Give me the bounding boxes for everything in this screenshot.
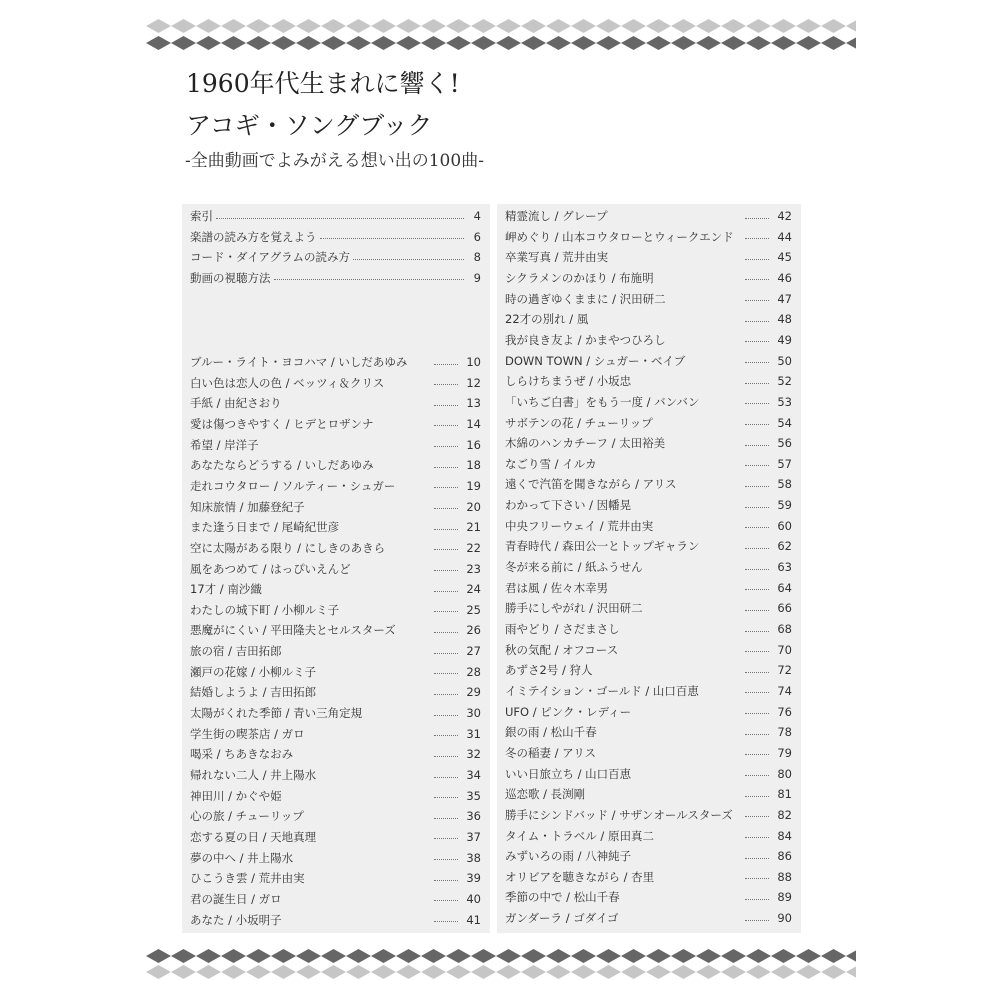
toc-entry-page: 88 (777, 869, 792, 884)
toc-entry-title: 精霊流し / グレープ (505, 209, 608, 223)
toc-entry-title: いい日旅立ち / 山口百恵 (505, 766, 632, 781)
toc-entry[interactable] (190, 373, 481, 393)
toc-entry[interactable] (190, 620, 481, 640)
toc-entry-title: 動画の視聴方法 (190, 270, 271, 285)
toc-entry[interactable] (505, 454, 792, 474)
toc-entry-title: 心の旅 / チューリップ (190, 809, 304, 824)
toc-entry[interactable] (190, 724, 481, 744)
toc-entry[interactable] (505, 557, 792, 577)
toc-entry-page: 57 (777, 456, 792, 471)
dot-leader (745, 321, 769, 322)
page-title-line2: アコギ・ソングブック (186, 111, 433, 140)
dot-leader (745, 527, 769, 528)
dot-leader (434, 921, 458, 922)
toc-entry-page: 13 (466, 396, 481, 411)
toc-entry-page: 4 (473, 209, 481, 223)
page-subtitle: -全曲動画でよみがえる想い出の100曲- (185, 151, 484, 171)
toc-entry-title: 白い色は恋人の色 / ベッツィ＆クリス (190, 375, 385, 390)
dot-leader (434, 467, 458, 468)
dot-leader (434, 570, 458, 571)
toc-entry-title: 巡恋歌 / 長渕剛 (505, 787, 586, 802)
toc-entry[interactable] (190, 868, 481, 888)
toc-entry-title: 中央フリーウェイ / 荒井由実 (505, 518, 654, 533)
toc-entry-title: あなた / 小坂明子 (190, 912, 282, 927)
toc-entry[interactable] (505, 495, 792, 515)
toc-entry-title: 神田川 / かぐや姫 (190, 788, 282, 803)
toc-entry[interactable] (190, 910, 481, 930)
toc-entry[interactable] (505, 826, 792, 846)
toc-entry-page: 30 (466, 706, 481, 721)
dot-leader (745, 362, 769, 363)
toc-entry[interactable] (505, 681, 792, 701)
toc-entry-page: 28 (466, 664, 481, 679)
dot-leader (745, 734, 769, 735)
dot-leader (434, 673, 458, 674)
toc-entry[interactable] (190, 848, 481, 868)
toc-entry-title: DOWN TOWN / シュガー・ベイブ (505, 353, 686, 368)
toc-entry[interactable] (505, 598, 792, 618)
toc-entry[interactable] (190, 559, 481, 579)
dot-leader (353, 259, 464, 260)
toc-entry-page: 45 (777, 250, 792, 265)
toc-entry-title: みずいろの雨 / 八神純子 (505, 849, 632, 864)
dot-leader (434, 653, 458, 654)
toc-entry-page: 80 (777, 766, 792, 781)
dot-leader (434, 529, 458, 530)
toc-entry-title: 瀬戸の花嫁 / 小柳ルミ子 (190, 664, 317, 679)
toc-entry-title: また逢う日まで / 尾崎紀世彦 (190, 520, 340, 535)
dot-leader (745, 878, 769, 879)
toc-entry[interactable] (505, 702, 792, 722)
toc-entry-title: サボテンの花 / チューリップ (505, 415, 653, 430)
toc-entry-page: 9 (473, 270, 481, 285)
toc-entry-page: 12 (466, 375, 481, 390)
toc-entry-title: 季節の中で / 松山千春 (505, 890, 620, 905)
toc-entry[interactable] (505, 867, 792, 887)
dot-leader (745, 899, 769, 900)
toc-entry-page: 8 (473, 250, 481, 265)
dot-leader (745, 589, 769, 590)
toc-entry[interactable] (505, 227, 792, 247)
toc-entry-title: 旅の宿 / 吉田拓郎 (190, 644, 282, 659)
toc-entry[interactable] (190, 247, 481, 267)
toc-entry-title: 時の過ぎゆくままに / 沢田研二 (505, 291, 666, 306)
dot-leader (745, 610, 769, 611)
toc-entry-title: 勝手にシンドバッド / サザンオールスターズ (505, 807, 733, 822)
toc-entry-page: 58 (777, 477, 792, 492)
dot-leader (745, 672, 769, 673)
toc-entry[interactable] (190, 786, 481, 806)
toc-entry-title: 悪魔がにくい / 平田隆夫とセルスターズ (190, 623, 396, 638)
dot-leader (745, 858, 769, 859)
toc-entry-page: 37 (466, 829, 481, 844)
dot-leader (745, 403, 769, 404)
toc-entry-title: 17才 / 南沙織 (190, 582, 262, 597)
toc-entry-page: 60 (777, 518, 792, 533)
toc-entry[interactable] (505, 330, 792, 350)
toc-entry[interactable] (505, 660, 792, 680)
toc-entry[interactable] (190, 352, 481, 372)
toc-entry[interactable] (190, 765, 481, 785)
toc-entry[interactable] (505, 206, 792, 226)
toc-entry-title: 空に太陽がある限り / にしきのあきら (190, 540, 386, 555)
toc-entry-page: 56 (777, 436, 792, 451)
toc-entry[interactable] (190, 227, 481, 247)
dot-leader (434, 549, 458, 550)
toc-entry[interactable] (190, 579, 481, 599)
toc-entry-page: 22 (466, 540, 481, 555)
toc-entry-title: シクラメンのかほり / 布施明 (505, 270, 654, 285)
page-title-line1: 1960年代生まれに響く! (186, 69, 460, 98)
toc-entry-title: 秋の気配 / オフコース (505, 642, 619, 657)
toc-entry-page: 40 (466, 891, 481, 906)
toc-entry[interactable] (190, 703, 481, 723)
toc-entry[interactable] (190, 476, 481, 496)
toc-entry-page: 6 (473, 229, 481, 244)
dot-leader (745, 465, 769, 466)
toc-entry[interactable] (505, 619, 792, 639)
dot-leader (745, 651, 769, 652)
toc-entry-page: 90 (777, 911, 792, 926)
toc-entry-title: 冬が来る前に / 紙ふうせん (505, 560, 643, 575)
toc-entry-page: 49 (777, 332, 792, 347)
top-diamond-border (146, 16, 856, 56)
toc-entry-page: 32 (466, 747, 481, 762)
dot-leader (745, 569, 769, 570)
toc-entry[interactable] (505, 784, 792, 804)
dot-leader (320, 238, 465, 239)
toc-entry-page: 47 (777, 291, 792, 306)
toc-entry[interactable] (190, 268, 481, 288)
toc-entry-page: 31 (466, 726, 481, 741)
toc-entry-title: あずさ2号 / 狩人 (505, 663, 593, 678)
dot-leader (745, 631, 769, 632)
toc-entry-page: 50 (777, 353, 792, 368)
toc-entry-title: 夢の中へ / 井上陽水 (190, 850, 294, 865)
toc-entry-page: 86 (777, 849, 792, 864)
dot-leader (216, 218, 464, 219)
toc-entry-title: 学生街の喫茶店 / ガロ (190, 726, 305, 741)
toc-entry-title: わたしの城下町 / 小柳ルミ子 (190, 602, 340, 617)
toc-entry-page: 74 (777, 683, 792, 698)
dot-leader (434, 880, 458, 881)
toc-entry-page: 54 (777, 415, 792, 430)
dot-leader (434, 425, 458, 426)
toc-entry[interactable] (505, 413, 792, 433)
toc-entry-title: 遠くで汽笛を聞きながら / アリス (505, 477, 677, 492)
toc-entry[interactable] (505, 516, 792, 536)
toc-entry-page: 52 (777, 374, 792, 389)
toc-entry[interactable] (190, 455, 481, 475)
toc-entry-page: 64 (777, 580, 792, 595)
toc-entry[interactable] (505, 722, 792, 742)
toc-entry-title: 青春時代 / 森田公一とトップギャラン (505, 539, 700, 554)
dot-leader (434, 446, 458, 447)
toc-entry-page: 39 (466, 871, 481, 886)
toc-entry-title: 太陽がくれた季節 / 青い三角定規 (190, 706, 363, 721)
dot-leader (434, 900, 458, 901)
dot-leader (745, 259, 769, 260)
toc-entry[interactable] (505, 640, 792, 660)
dot-leader (434, 591, 458, 592)
dot-leader (745, 424, 769, 425)
toc-entry[interactable] (505, 392, 792, 412)
toc-entry-page: 63 (777, 560, 792, 575)
toc-entry[interactable] (505, 309, 792, 329)
toc-entry-page: 24 (466, 582, 481, 597)
toc-entry-title: 岬めぐり / 山本コウタローとウィークエンド (505, 229, 734, 244)
toc-entry-page: 23 (466, 561, 481, 576)
toc-entry-page: 46 (777, 270, 792, 285)
toc-entry[interactable] (190, 393, 481, 413)
toc-entry-page: 16 (466, 437, 481, 452)
toc-entry-title: オリビアを聴きながら / 杏里 (505, 869, 655, 884)
toc-entry-page: 14 (466, 416, 481, 431)
toc-entry-page: 81 (777, 787, 792, 802)
toc-entry[interactable] (505, 474, 792, 494)
toc-entry[interactable] (505, 908, 792, 928)
toc-entry-title: なごり雪 / イルカ (505, 456, 597, 471)
toc-entry[interactable] (190, 806, 481, 826)
toc-entry[interactable] (190, 538, 481, 558)
toc-entry-title: 冬の稲妻 / アリス (505, 745, 596, 760)
toc-entry-page: 36 (466, 809, 481, 824)
dot-leader (745, 796, 769, 797)
toc-entry[interactable] (190, 517, 481, 537)
toc-entry-page: 68 (777, 622, 792, 636)
toc-entry-page: 44 (777, 229, 792, 244)
dot-leader (745, 445, 769, 446)
dot-leader (745, 713, 769, 714)
dot-leader (434, 715, 458, 716)
toc-entry[interactable] (505, 268, 792, 288)
toc-entry-title: 楽譜の読み方を覚えよう (190, 229, 317, 244)
toc-entry-page: 26 (466, 623, 481, 638)
toc-entry-page: 82 (777, 807, 792, 822)
dot-leader (274, 279, 465, 280)
toc-entry-page: 89 (777, 890, 792, 905)
toc-entry[interactable] (190, 682, 481, 702)
toc-entry-title: 「いちご白書」をもう一度 / バンバン (505, 394, 700, 409)
toc-entry[interactable] (190, 435, 481, 455)
toc-entry-page: 18 (466, 458, 481, 473)
toc-entry[interactable] (505, 805, 792, 825)
toc-entry[interactable] (190, 662, 481, 682)
toc-entry-page: 38 (466, 850, 481, 865)
toc-entry[interactable] (505, 764, 792, 784)
toc-entry[interactable] (505, 247, 792, 267)
dot-leader (745, 300, 769, 301)
toc-entry[interactable] (190, 889, 481, 909)
contents-right-column (497, 204, 801, 933)
toc-entry-page: 35 (466, 788, 481, 803)
toc-entry-page: 20 (466, 499, 481, 514)
toc-entry-title: 木綿のハンカチーフ / 太田裕美 (505, 436, 666, 451)
toc-entry-title: 君の誕生日 / ガロ (190, 891, 282, 906)
toc-entry-title: イミテイション・ゴールド / 山口百恵 (505, 683, 699, 698)
toc-entry[interactable] (190, 827, 481, 847)
dot-leader (745, 837, 769, 838)
dot-leader (434, 838, 458, 839)
dot-leader (434, 859, 458, 860)
dot-leader (434, 735, 458, 736)
toc-entry-title: 雨やどり / さだまさし (505, 622, 620, 636)
dot-leader (434, 756, 458, 757)
toc-entry-page: 21 (466, 520, 481, 535)
toc-entry[interactable] (190, 206, 481, 226)
toc-entry-title: 手紙 / 由紀さおり (190, 396, 282, 411)
toc-entry-page: 70 (777, 642, 792, 657)
dot-leader (434, 797, 458, 798)
toc-entry-title: 風をあつめて / はっぴいえんど (190, 561, 351, 576)
toc-entry-page: 48 (777, 312, 792, 327)
toc-entry-title: しらけちまうぜ / 小坂忠 (505, 374, 632, 389)
dot-leader (745, 279, 769, 280)
toc-entry-title: 22才の別れ / 風 (505, 312, 589, 327)
toc-entry-title: あなたならどうする / いしだあゆみ (190, 458, 374, 473)
toc-entry-page: 62 (777, 539, 792, 554)
toc-entry-page: 25 (466, 602, 481, 617)
toc-entry-title: ブルー・ライト・ヨコハマ / いしだあゆみ (190, 355, 408, 369)
toc-entry-page: 78 (777, 725, 792, 740)
dot-leader (434, 364, 458, 365)
toc-entry-title: 君は風 / 佐々木幸男 (505, 580, 609, 595)
toc-entry-title: UFO / ピンク・レディー (505, 704, 632, 719)
toc-entry-title: 愛は傷つきやすく / ヒデとロザンナ (190, 416, 374, 431)
toc-entry[interactable] (505, 289, 792, 309)
toc-entry-title: 帰れない二人 / 井上陽水 (190, 768, 317, 782)
toc-entry[interactable] (190, 414, 481, 434)
toc-entry-title: 卒業写真 / 荒井由実 (505, 250, 609, 265)
toc-entry-page: 42 (777, 209, 792, 223)
toc-entry-title: ひこうき雲 / 荒井由実 (190, 871, 305, 886)
toc-entry-page: 29 (466, 685, 481, 700)
dot-leader (745, 507, 769, 508)
toc-entry-title: わかって下さい / 因幡晃 (505, 498, 632, 513)
dot-leader (745, 383, 769, 384)
dot-leader (434, 508, 458, 509)
toc-entry[interactable] (190, 497, 481, 517)
dot-leader (745, 754, 769, 755)
toc-entry[interactable] (505, 743, 792, 763)
toc-entry[interactable] (505, 887, 792, 907)
dot-leader (745, 218, 769, 219)
toc-entry-title: コード・ダイアグラムの読み方 (190, 250, 350, 265)
dot-leader (745, 692, 769, 693)
toc-entry-page: 76 (777, 704, 792, 719)
toc-entry[interactable] (505, 433, 792, 453)
toc-entry-title: 希望 / 岸洋子 (190, 437, 259, 452)
toc-entry-page: 66 (777, 601, 792, 616)
dot-leader (434, 384, 458, 385)
toc-entry[interactable] (505, 371, 792, 391)
toc-entry[interactable] (505, 578, 792, 598)
toc-entry-title: 知床旅情 / 加藤登紀子 (190, 499, 305, 514)
toc-entry[interactable] (505, 846, 792, 866)
toc-entry-title: 結婚しようよ / 吉田拓郎 (190, 685, 317, 700)
toc-entry-title: 勝手にしやがれ / 沢田研二 (505, 601, 643, 616)
toc-entry[interactable] (505, 351, 792, 371)
bottom-diamond-border (146, 944, 856, 984)
dot-leader (434, 611, 458, 612)
dot-leader (745, 548, 769, 549)
dot-leader (745, 486, 769, 487)
toc-entry-title: ガンダーラ / ゴダイゴ (505, 911, 619, 926)
toc-entry[interactable] (190, 600, 481, 620)
dot-leader (434, 777, 458, 778)
toc-entry-page: 27 (466, 644, 481, 659)
toc-entry[interactable] (505, 536, 792, 556)
toc-entry[interactable] (190, 744, 481, 764)
toc-entry-page: 84 (777, 828, 792, 843)
toc-entry-title: 銀の雨 / 松山千春 (505, 725, 597, 740)
dot-leader (745, 920, 769, 921)
toc-entry-page: 19 (466, 478, 481, 493)
toc-entry-page: 79 (777, 745, 792, 760)
toc-entry-title: 喝采 / ちあきなおみ (190, 747, 294, 762)
toc-entry-title: 我が良き友よ / かまやつひろし (505, 332, 666, 347)
toc-entry-page: 72 (777, 663, 792, 678)
toc-entry-title: 索引 (190, 209, 213, 223)
toc-entry-title: タイム・トラベル / 原田真二 (505, 828, 654, 843)
dot-leader (434, 487, 458, 488)
toc-entry-page: 10 (466, 355, 481, 369)
dot-leader (745, 816, 769, 817)
toc-entry[interactable] (190, 641, 481, 661)
toc-entry-page: 41 (466, 912, 481, 927)
dot-leader (434, 694, 458, 695)
dot-leader (434, 818, 458, 819)
toc-entry-title: 恋する夏の日 / 天地真理 (190, 829, 317, 844)
dot-leader (434, 632, 458, 633)
toc-entry-title: 走れコウタロー / ソルティー・シュガー (190, 478, 396, 493)
contents-left-column (182, 204, 490, 933)
dot-leader (434, 405, 458, 406)
toc-entry-page: 53 (777, 394, 792, 409)
toc-entry-page: 34 (466, 768, 481, 782)
toc-entry-page: 59 (777, 498, 792, 513)
dot-leader (745, 775, 769, 776)
dot-leader (745, 341, 769, 342)
dot-leader (745, 238, 769, 239)
